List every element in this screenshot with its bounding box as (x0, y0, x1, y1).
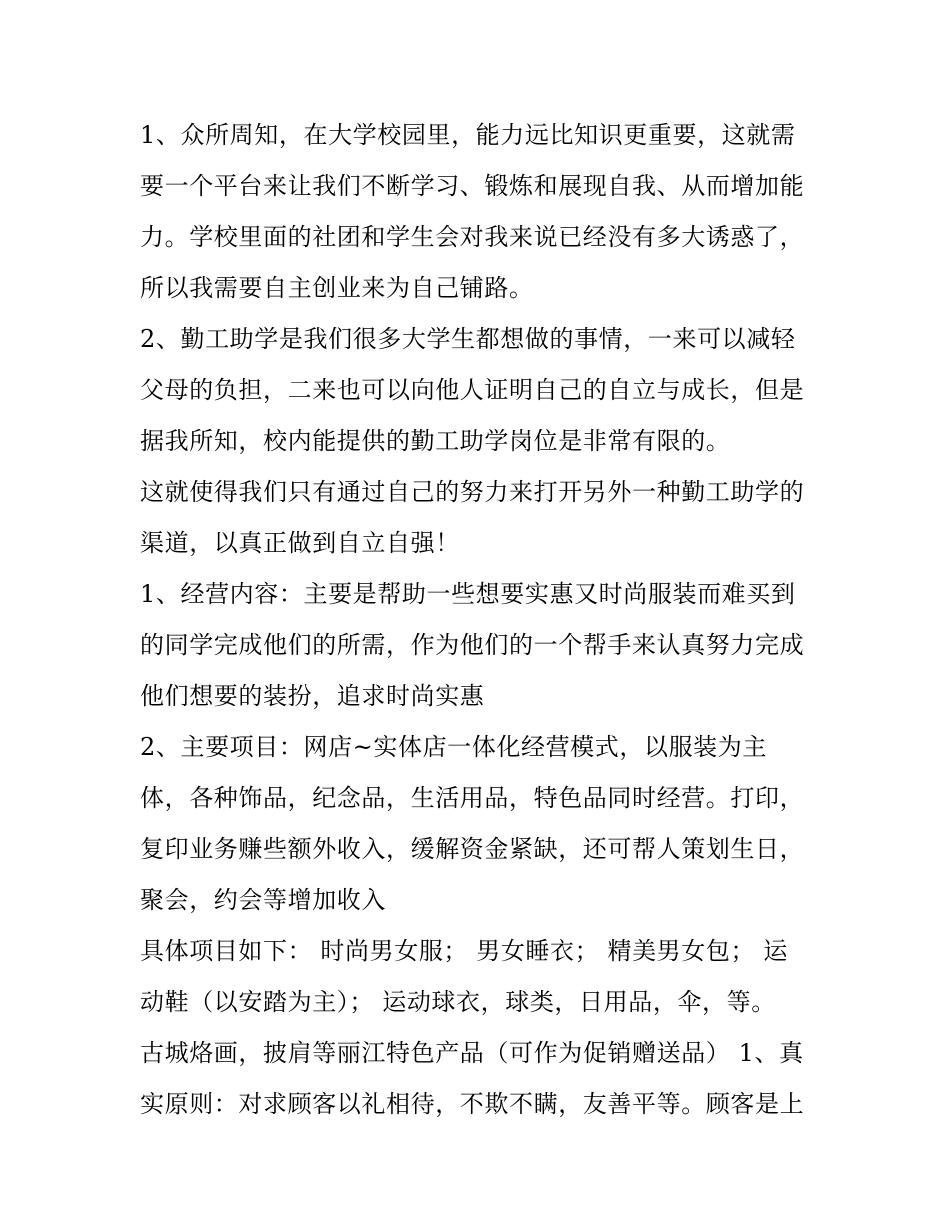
text-line: 具体项目如下： 时尚男女服； 男女睡衣； 精美男女包； 运 (140, 937, 788, 965)
text-line: 1、经营内容：主要是帮助一些想要实惠又时尚服装而难买到 (140, 580, 796, 608)
body-text (140, 110, 840, 1130)
text-line: 古城烙画，披肩等丽江特色产品（可作为促销赠送品） 1、真 (140, 1039, 804, 1067)
text-line: 1、众所周知，在大学校园里，能力远比知识更重要，这就需 (140, 121, 796, 149)
text-line: 聚会，约会等增加收入 (140, 886, 386, 914)
text-line: 他们想要的装扮，追求时尚实惠 (140, 682, 485, 710)
text-line: 的同学完成他们的所需，作为他们的一个帮手来认真努力完成 (140, 631, 805, 659)
text-line: 要一个平台来让我们不断学习、锻炼和展现自我、从而增加能 (140, 172, 805, 200)
text-line: 体，各种饰品，纪念品，生活用品，特色品同时经营。打印， (140, 784, 805, 812)
text-line: 据我所知，校内能提供的勤工助学岗位是非常有限的。 (140, 427, 731, 455)
text-line: 2、主要项目：网店~实体店一体化经营模式，以服装为主 (140, 733, 767, 761)
text-line: 复印业务赚些额外收入，缓解资金紧缺，还可帮人策划生日， (140, 835, 805, 863)
text-line: 2、勤工助学是我们很多大学生都想做的事情，一来可以减轻 (140, 325, 796, 353)
text-line: 父母的负担，二来也可以向他人证明自己的自立与成长，但是 (140, 376, 805, 404)
text-line: 动鞋（以安踏为主）； 运动球衣，球类，日用品，伞，等。 (140, 988, 776, 1016)
text-line: 力。学校里面的社团和学生会对我来说已经没有多大诱惑了， (140, 223, 805, 251)
text-line: 所以我需要自主创业来为自己铺路。 (140, 274, 534, 302)
text-line: 渠道，以真正做到自立自强！ (140, 529, 460, 557)
text-line: 这就使得我们只有通过自己的努力来打开另外一种勤工助学的 (140, 478, 805, 506)
text-line: 实原则：对求顾客以礼相待，不欺不瞒，友善平等。顾客是上 (140, 1090, 805, 1118)
